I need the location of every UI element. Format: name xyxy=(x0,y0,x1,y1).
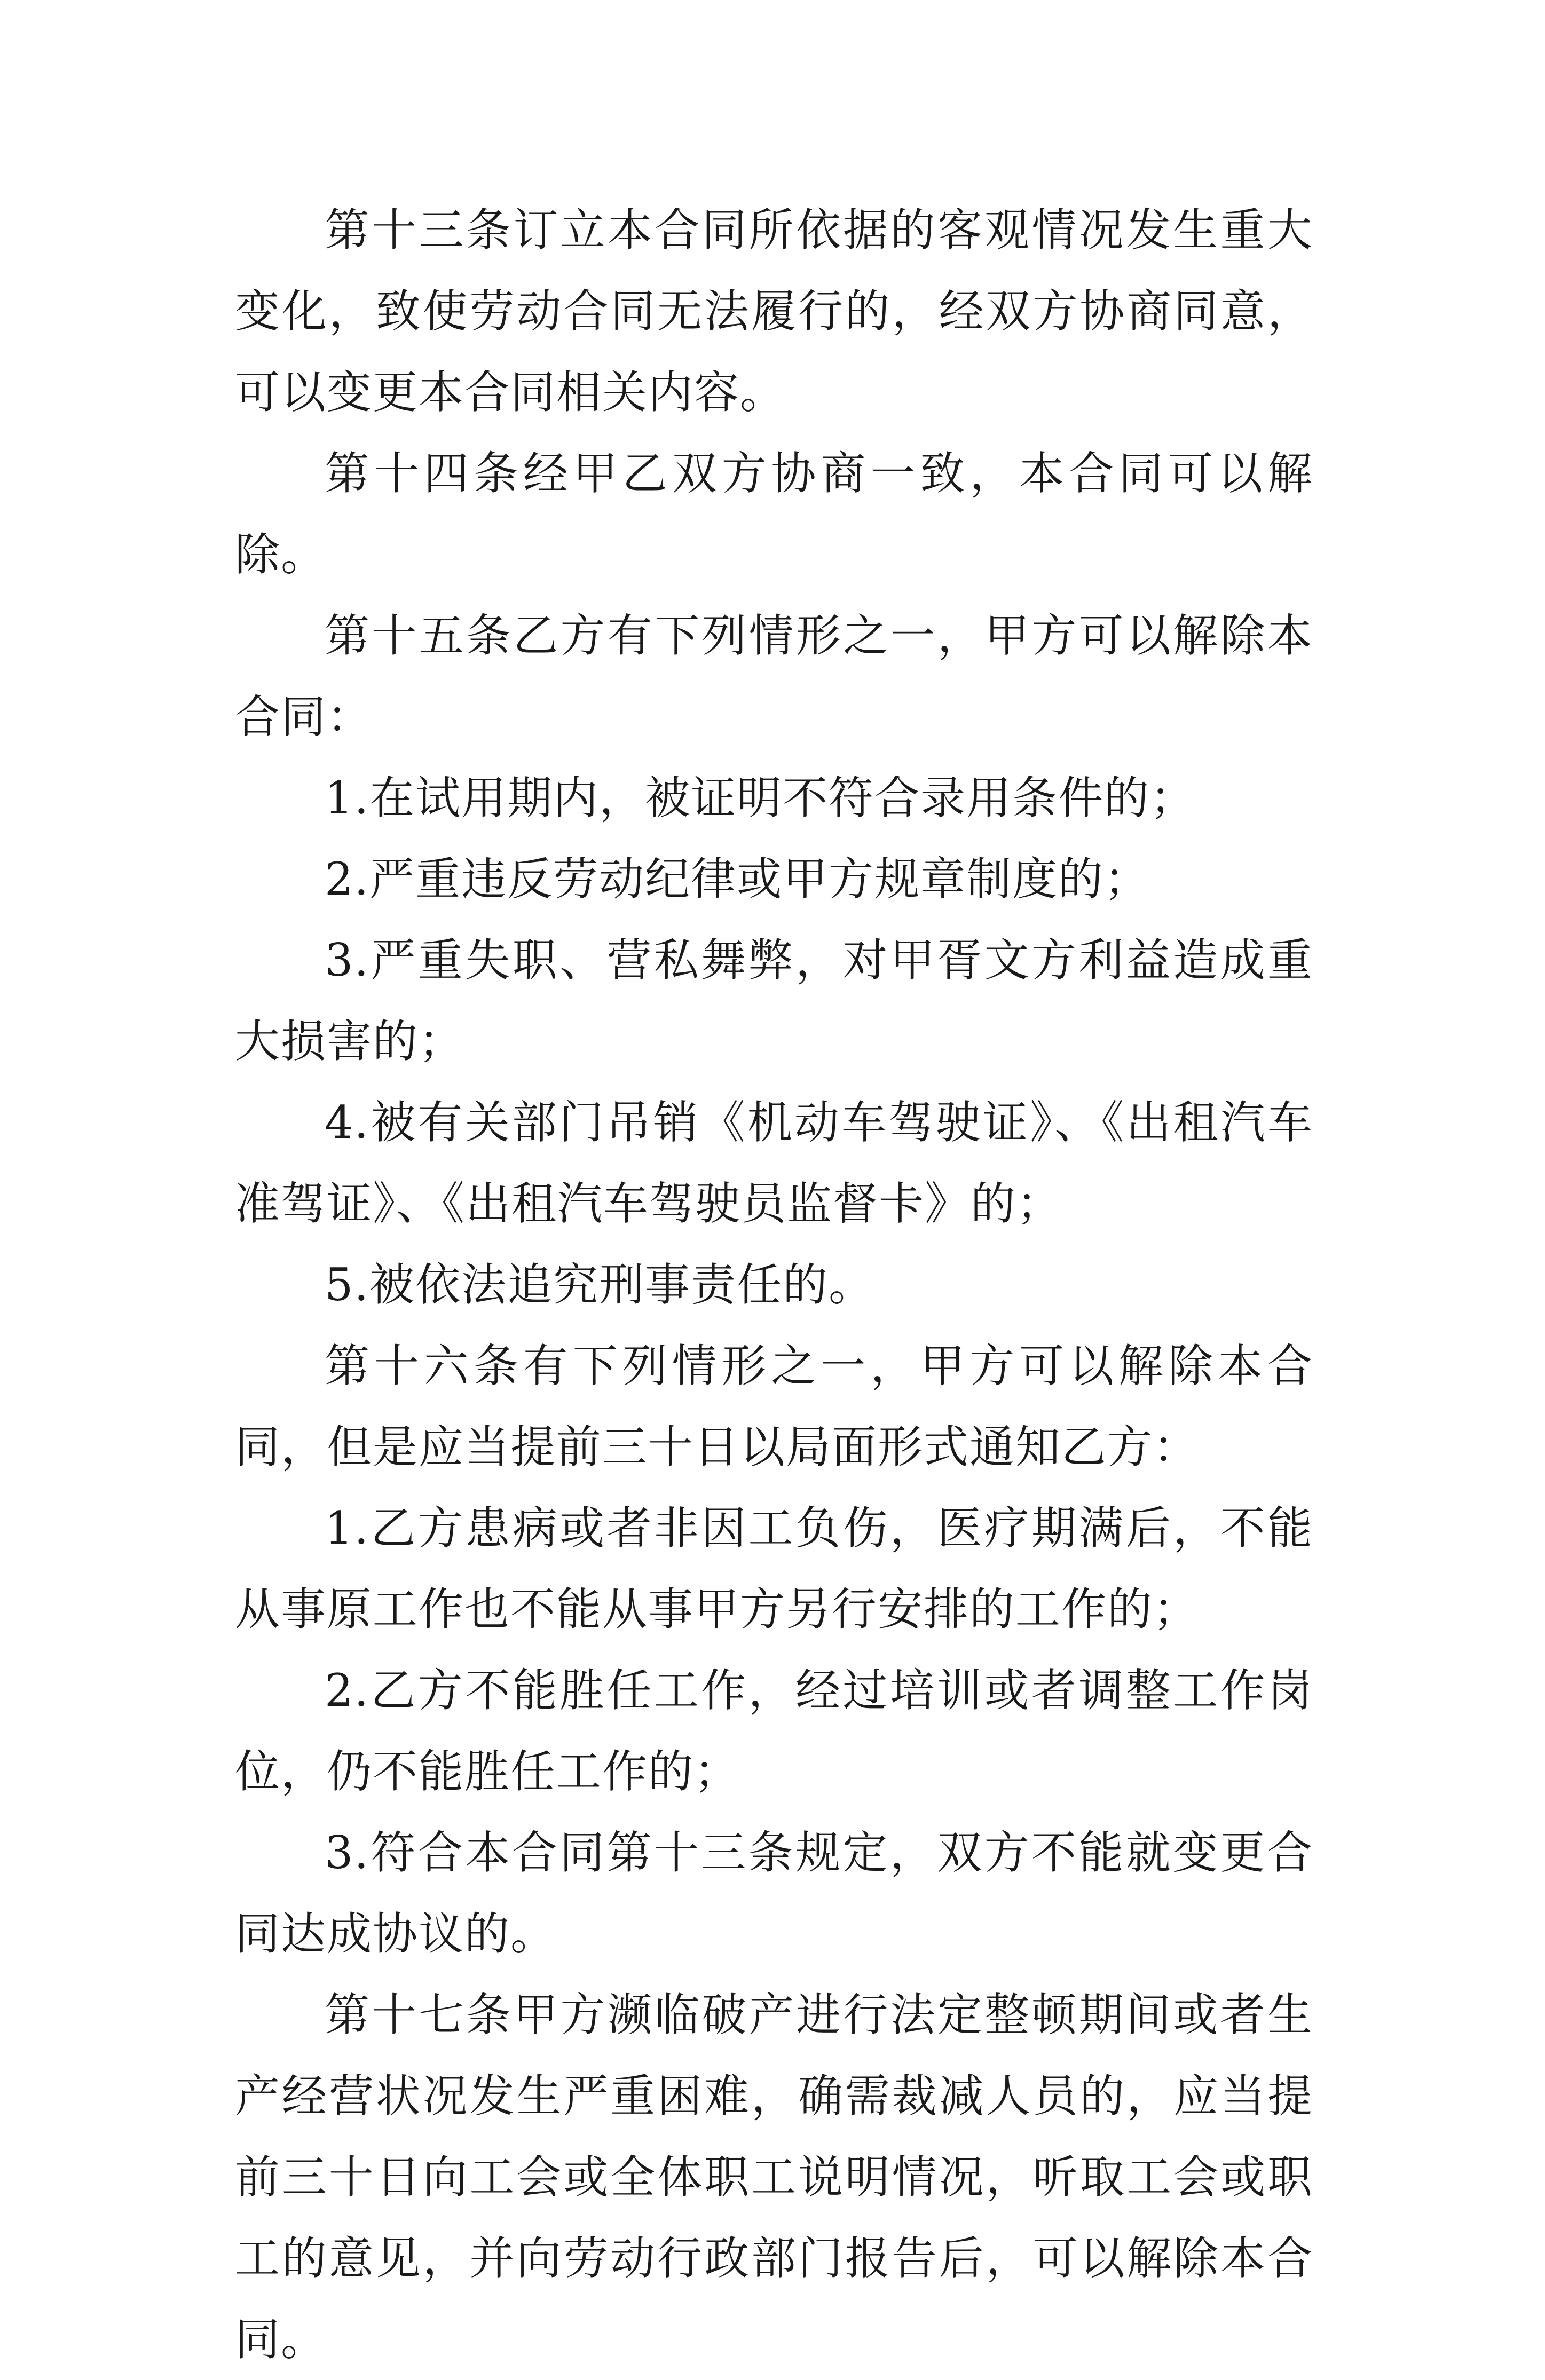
article-15-paragraph: 第十五条乙方有下列情形之一，甲方可以解除本合同： xyxy=(235,610,1313,743)
article-15-item-4: 4.被有关部门吊销《机动车驾驶证》、《出租汽车准驾证》、《出租汽车驾驶员监督卡》的； xyxy=(235,1096,1313,1230)
article-16-item-2: 2.乙方不能胜任工作，经过培训或者调整工作岗位，仍不能胜任工作的； xyxy=(235,1664,1313,1798)
article-15-item-2: 2.严重违反劳动纪律或甲方规章制度的； xyxy=(325,853,1150,905)
article-14-paragraph: 第十四条经甲乙双方协商一致，本合同可以解除。 xyxy=(235,447,1313,581)
article-16-item-3: 3.符合本合同第十三条规定，双方不能就变更合同达成协议的。 xyxy=(235,1826,1313,1960)
article-16-item-1: 1.乙方患病或者非因工负伤，医疗期满后，不能从事原工作也不能从事甲方另行安排的工作的； xyxy=(235,1502,1313,1635)
article-15-item-3: 3.严重失职、营私舞弊，对甲胥文方利益造成重大损害的； xyxy=(235,934,1313,1068)
article-15-item-1: 1.在试用期内，被证明不符合录用条件的； xyxy=(325,772,1196,824)
article-17-paragraph: 第十七条甲方濒临破产进行法定整顿期间或者生产经营状况发生严重困难，确需裁减人员的，应当提前三十日向工会或全体职工说明情况，听取工会或职工的意见，并向劳动行政部门报告后，可以解除本合同。 xyxy=(235,1989,1313,2366)
article-16-paragraph: 第十六条有下列情形之一，甲方可以解除本合同，但是应当提前三十日以局面形式通知乙方： xyxy=(235,1340,1313,1473)
document-body xyxy=(235,189,1313,2380)
article-13-paragraph: 第十三条订立本合同所依据的客观情况发生重大变化，致使劳动合同无法履行的，经双方协商同意，可以变更本合同相关内容。 xyxy=(235,204,1313,418)
article-15-item-5: 5.被依法追究刑事责任的。 xyxy=(325,1259,875,1311)
